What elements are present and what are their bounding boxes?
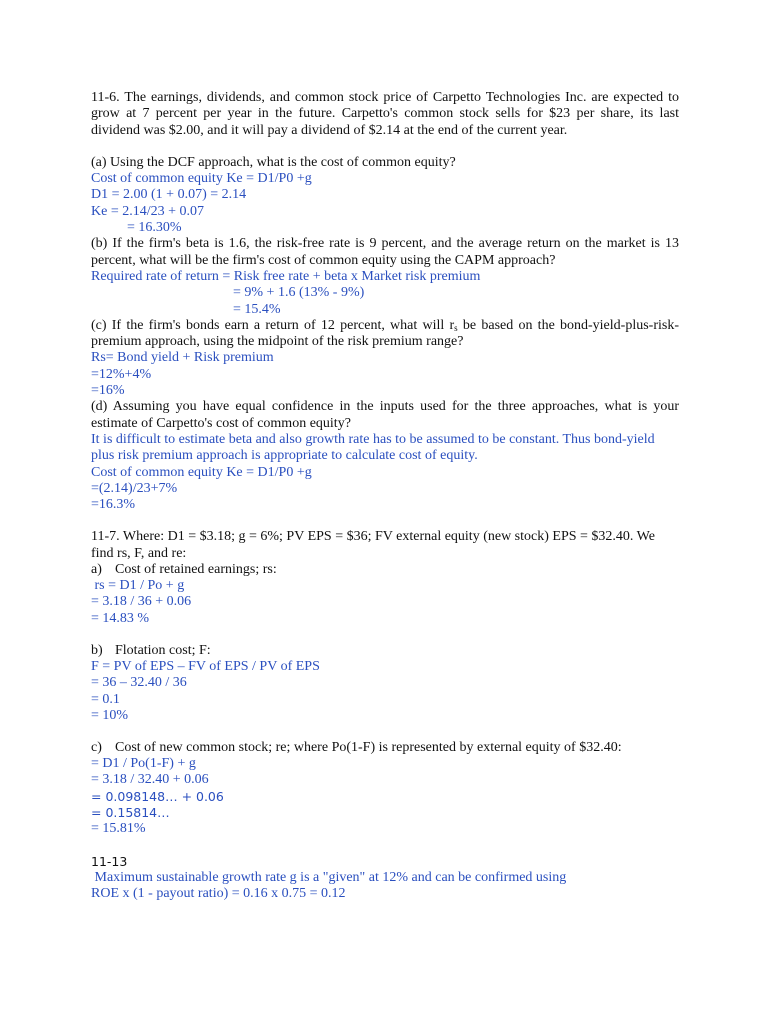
part-b-heading: b) Flotation cost; F: — [91, 642, 211, 658]
part-c-line-5: = 15.81% — [91, 821, 146, 837]
problem-11-6-intro: 11-6. The earnings, dividends, and common stock price of Carpetto Technologies Inc. are expected to grow at 7 percent per year in the future. Carpetto's common stock sells for $23 per share, its last dividend was $2.00, and it will pay a dividend of $2.14 at the end of the current year. — [91, 90, 679, 138]
answer-c-line-1: Rs= Bond yield + Risk premium — [91, 350, 274, 366]
problem-11-13-line-1: Maximum sustainable growth rate g is a "given" at 12% and can be confirmed using — [91, 869, 567, 885]
answer-d-line-3: =16.3% — [91, 497, 136, 513]
problem-11-13-line-2: ROE x (1 - payout ratio) = 0.16 x 0.75 = 0.12 — [91, 886, 346, 902]
question-c: (c) If the firm's bonds earn a return of 12 percent, what will $r_s$ be based on the bond-yield-plus-risk-premium approach, using the midpoint of the risk premium range? — [91, 317, 679, 350]
answer-c-line-3: =16% — [91, 383, 125, 399]
part-a-line-1: rs = D1 / Po + g — [91, 578, 185, 594]
part-c-line-3: = 0.098148… + 0.06 — [91, 788, 224, 804]
part-c-heading: c) Cost of new common stock; re; where Po(1-F) is represented by external equity of $32.40: — [91, 740, 622, 756]
answer-b-line-1: Required rate of return = Risk free rate + beta x Market risk premium — [91, 268, 481, 284]
answer-d-paragraph: It is difficult to estimate beta and also growth rate has to be assumed to be constant. Thus bond-yield plus risk premium approach is appropriate to calculate cost of equity. — [91, 431, 655, 464]
document-page — [91, 90, 679, 902]
part-a-heading: a) Cost of retained earnings; rs: — [91, 562, 277, 578]
answer-a-line-4: = 16.30% — [127, 220, 182, 236]
part-b-line-4: = 10% — [91, 707, 129, 723]
part-c-line-4: = 0.15814… — [91, 804, 170, 820]
problem-11-13-heading: 11-13 — [91, 853, 128, 869]
part-b-line-1: F = PV of EPS – FV of EPS / PV of EPS — [91, 658, 320, 674]
part-c-line-1: = D1 / Po(1-F) + g — [91, 756, 196, 772]
answer-d-line-2: =(2.14)/23+7% — [91, 480, 178, 496]
answer-b-line-3: = 15.4% — [233, 301, 281, 317]
part-a-line-3: = 14.83 % — [91, 610, 150, 626]
answer-c-line-2: =12%+4% — [91, 366, 152, 382]
question-d: (d) Assuming you have equal confidence in the inputs used for the three approaches, what is your estimate of Carpetto's cost of common equity? — [91, 399, 679, 431]
answer-a-line-1: Cost of common equity Ke = D1/P0 +g — [91, 171, 312, 187]
answer-a-line-3: Ke = 2.14/23 + 0.07 — [91, 203, 205, 219]
question-b: (b) If the firm's beta is 1.6, the risk-free rate is 9 percent, and the average return on the market is 13 percent, what will be the firm's cost of common equity using the CAPM approach? — [91, 236, 679, 268]
answer-a-line-2: D1 = 2.00 (1 + 0.07) = 2.14 — [91, 187, 247, 203]
part-a-line-2: = 3.18 / 36 + 0.06 — [91, 594, 192, 610]
part-c-line-2: = 3.18 / 32.40 + 0.06 — [91, 772, 209, 788]
part-b-line-2: = 36 – 32.40 / 36 — [91, 675, 187, 691]
part-b-line-3: = 0.1 — [91, 691, 120, 707]
answer-d-line-1: Cost of common equity Ke = D1/P0 +g — [91, 464, 312, 480]
problem-11-7-intro: 11-7. Where: D1 = $3.18; g = 6%; PV EPS = $36; FV external equity (new stock) EPS = $32.40. We find rs, F, and re: — [91, 529, 655, 561]
answer-b-line-2: = 9% + 1.6 (13% - 9%) — [233, 285, 365, 301]
question-a: (a) Using the DCF approach, what is the cost of common equity? — [91, 154, 456, 170]
